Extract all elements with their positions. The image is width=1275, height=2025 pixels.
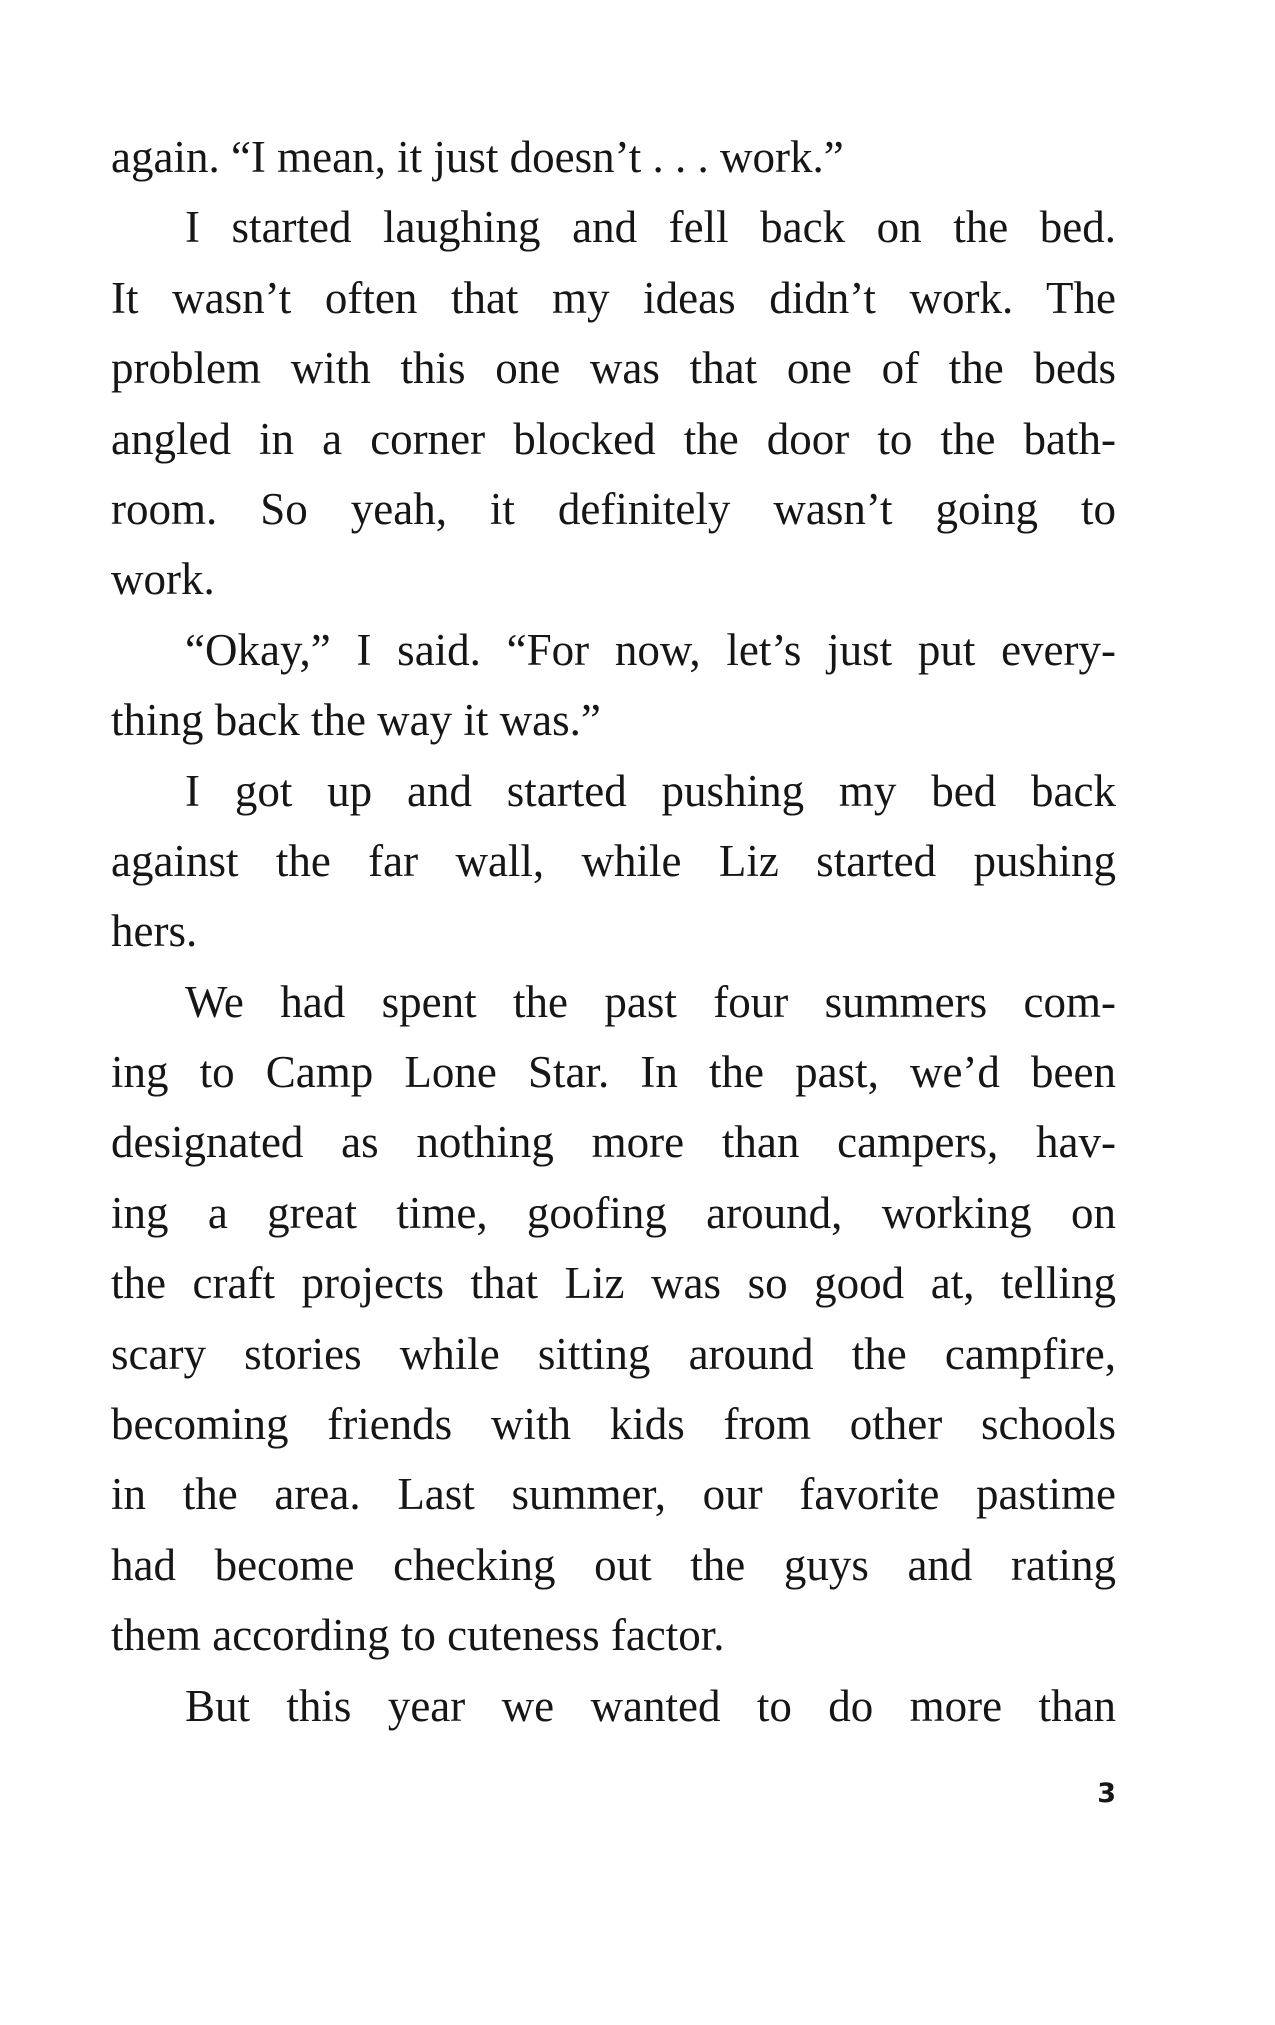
text-line: It wasn’t often that my ideas didn’t work. The: [111, 272, 1116, 323]
text-line: the craft projects that Liz was so good at, telling: [111, 1258, 1116, 1309]
text-line: in the area. Last summer, our favorite pastime: [111, 1469, 1116, 1520]
text-line: ing a great time, goofing around, working on: [111, 1187, 1116, 1238]
text-line: hers.: [111, 906, 198, 957]
text-line: room. So yeah, it definitely wasn’t going to: [111, 483, 1116, 534]
text-line: had become checking out the guys and rating: [111, 1539, 1116, 1590]
text-line: them according to cuteness factor.: [111, 1610, 725, 1661]
text-line: I started laughing and fell back on the bed.: [185, 202, 1116, 253]
text-line: But this year we wanted to do more than: [185, 1680, 1116, 1731]
text-line: ing to Camp Lone Star. In the past, we’d been: [111, 1047, 1116, 1098]
text-line: problem with this one was that one of the beds: [111, 343, 1116, 394]
text-line: designated as nothing more than campers, hav-: [111, 1117, 1116, 1168]
text-line: work.: [111, 554, 215, 605]
text-line: “Okay,” I said. “For now, let’s just put every-: [185, 624, 1116, 675]
page-number: 3: [1097, 1778, 1116, 1809]
text-line: becoming friends with kids from other schools: [111, 1399, 1116, 1450]
text-line: again. “I mean, it just doesn’t . . . work.”: [111, 132, 844, 182]
text-line: against the far wall, while Liz started pushing: [111, 835, 1116, 886]
body-text: [111, 122, 1116, 1741]
text-line: scary stories while sitting around the campfire,: [111, 1328, 1116, 1379]
text-line: angled in a corner blocked the door to the bath-: [111, 413, 1116, 464]
text-line: I got up and started pushing my bed back: [185, 765, 1116, 816]
text-line: thing back the way it was.”: [111, 695, 601, 746]
text-line: We had spent the past four summers com-: [185, 976, 1116, 1027]
